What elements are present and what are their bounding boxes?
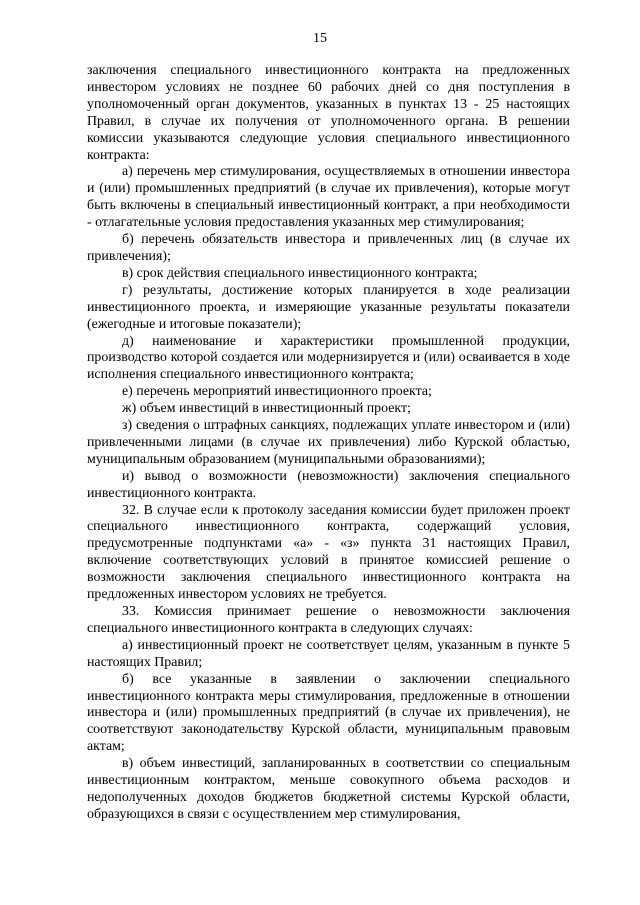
paragraph-decision-conditions: заключения специального инвестиционного контракта на предложенных инвестором условиях не позднее 60 рабочих дней со дня поступления в уполномоченный орган документов, указанных в пунктах 13 - 25 настоящих Правил, в случае их получения от уполномоченного органа. В решении комиссии указываются следующие условия специального инвестиционного контракта: [87,63,570,163]
list-item-d: д) наименование и характеристики промышленной продукции, производство которой создается или модернизируется и (или) осваивается в ходе исполнения специального инвестиционного контракта; [87,333,570,383]
page-number: 15 [313,31,327,46]
document-body [87,63,570,824]
list-item-e: е) перечень мероприятий инвестиционного проекта; [122,384,432,400]
list-item-v: в) срок действия специального инвестиционного контракта; [122,265,478,281]
list-item-z: з) сведения о штрафных санкциях, подлежащих уплате инвестором и (или) привлеченными лицами (в случае их привлечения) либо Курской областью, муниципальным образованием (муниципальными образованиями); [87,418,570,467]
list-item-a: а) перечень мер стимулирования, осуществляемых в отношении инвестора и (или) промышленных предприятий (в случае их привлечения), которые могут быть включены в специальный инвестиционный контракт, а при необходимости - отлагательные условия предоставления указанных мер стимулирования; [87,164,570,231]
list-item-33a: а) инвестиционный проект не соответствует целям, указанным в пункте 5 настоящих Правил; [87,637,570,670]
paragraph-32: 32. В случае если к протоколу заседания комиссии будет приложен проект специального инвестиционного контракта, содержащий условия, предусмотренные подпунктами «а» - «з» пункта 31 настоящих Правил, включение соответствующих условий в принятое комиссией решение о возможности заключения специального инвестиционного контракта на предложенных инвестором условиях не требуется. [87,502,570,603]
list-item-b: б) перечень обязательств инвестора и привлеченных лиц (в случае их привлечения); [87,232,570,264]
paragraph-33: 33. Комиссия принимает решение о невозможности заключения специального инвестиционного контракта в следующих случаях: [87,604,570,636]
list-item-g: г) результаты, достижение которых планируется в ходе реализации инвестиционного проекта, и измеряющие указанные результаты показатели (ежегодные и итоговые показатели); [87,282,570,332]
list-item-33b: б) все указанные в заявлении о заключении специального инвестиционного контракта меры стимулирования, предложенные в отношении инвестора и (или) промышленных предприятий (в случае их привлечения), не соответствуют законодательству Курской области, муниципальным правовым актам; [87,671,570,755]
list-item-i: и) вывод о возможности (невозможности) заключения специального инвестиционного контракта. [87,468,570,501]
list-item-zh: ж) объем инвестиций в инвестиционный проект; [122,401,411,417]
list-item-33v: в) объем инвестиций, запланированных в соответствии со специальным инвестиционным контрактом, меньше совокупного объема расходов и недополученных доходов бюджетов бюджетной системы Курской области, образующихся в связи с осуществлением мер стимулирования, [87,756,570,822]
